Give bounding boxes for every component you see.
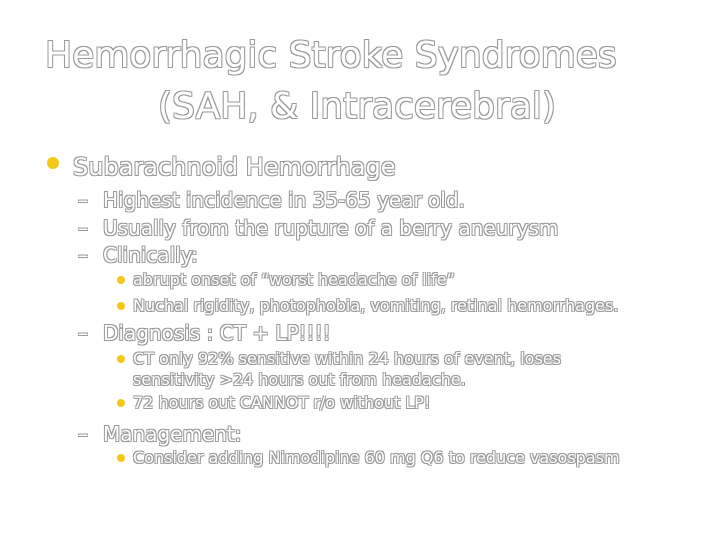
- bullet-icon: [117, 355, 125, 363]
- bullet-icon: [47, 157, 59, 169]
- item-clinically: Clinically:: [103, 243, 198, 267]
- dash-icon: –: [78, 422, 88, 446]
- dash-icon: –: [78, 243, 88, 267]
- item-72-hours: 72 hours out CANNOT r/o without LP!: [133, 393, 431, 412]
- bullet-icon: [117, 276, 125, 284]
- slide-title-line-2: (SAH, & Intracerebral): [158, 86, 556, 127]
- item-ct-sensitivity-cont: sensitivity >24 hours out from headache.: [133, 370, 466, 389]
- slide-title-line-1: Hemorrhagic Stroke Syndromes: [45, 35, 617, 76]
- bullet-icon: [117, 302, 125, 310]
- dash-icon: –: [78, 216, 88, 240]
- item-nimodipine: Consider adding Nimodipine 60 mg Q6 to reduce vasospasm: [133, 448, 620, 467]
- item-incidence: Highest incidence in 35-65 year old.: [103, 188, 465, 212]
- item-management: Management:: [103, 422, 242, 446]
- item-nuchal-rigidity: Nuchal rigidity, photophobia, vomiting, retinal hemorrhages.: [133, 296, 619, 315]
- bullet-subarachnoid-hemorrhage: Subarachnoid Hemorrhage: [73, 153, 396, 181]
- item-abrupt-onset: abrupt onset of “worst headache of life”: [133, 270, 455, 289]
- dash-icon: –: [78, 188, 88, 212]
- item-ct-sensitivity: CT only 92% sensitive within 24 hours of event, loses: [133, 349, 561, 368]
- dash-icon: –: [78, 321, 88, 345]
- bullet-icon: [117, 399, 125, 407]
- item-diagnosis: Diagnosis : CT + LP!!!!: [103, 321, 331, 345]
- item-aneurysm: Usually from the rupture of a berry aneurysm: [103, 216, 559, 240]
- bullet-icon: [117, 454, 125, 462]
